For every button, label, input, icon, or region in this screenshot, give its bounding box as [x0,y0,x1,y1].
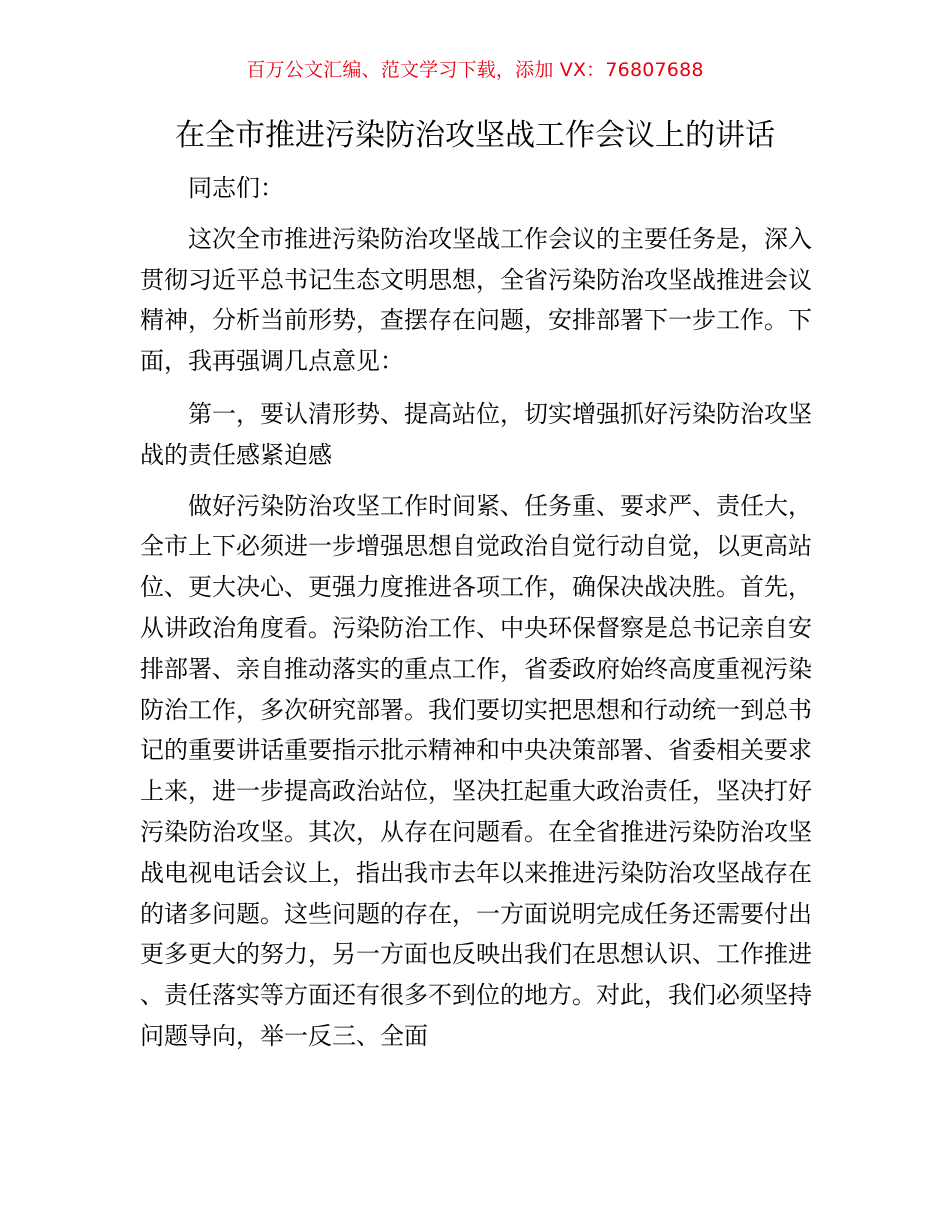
intro-paragraph: 这次全市推进污染防治攻坚战工作会议的主要任务是，深入贯彻习近平总书记生态文明思想，全省污染防治攻坚战推进会议精神，分析当前形势，查摆存在问题，安排部署下一步工作。下面，我再强调几点意见： [140,224,812,376]
greeting: 同志们： [188,174,284,202]
body-paragraph-1: 做好污染防治攻坚工作时间紧、任务重、要求严、责任大，全市上下必须进一步增强思想自觉政治自觉行动自觉，以更高站位、更大决心、更强力度推进各项工作，确保决战决胜。首先，从讲政治角度看。污染防治工作、中央环保督察是总书记亲自安排部署、亲自推动落实的重点工作，省委政府始终高度重视污染防治工作，多次研究部署。我们要切实把思想和行动统一到总书记的重要讲话重要指示批示精神和中央决策部署、省委相关要求上来，进一步提高政治站位，坚决扛起重大政治责任，坚决打好污染防治攻坚。其次，从存在问题看。在全省推进污染防治攻坚战电视电话会议上，指出我市去年以来推进污染防治攻坚战存在的诸多问题。这些问题的存在，一方面说明完成任务还需要付出更多更大的努力，另一方面也反映出我们在思想认识、工作推进、责任落实等方面还有很多不到位的地方。对此，我们必须坚持问题导向，举一反三、全面 [140,491,812,1050]
header-watermark-note: 百万公文汇编、范文学习下载，添加 VX：76807688 [246,59,704,81]
document-body [140,168,812,1057]
document-title: 在全市推进污染防治攻坚战工作会议上的讲话 [175,118,775,153]
section-heading-1: 第一，要认清形势、提高站位，切实增强抓好污染防治攻坚战的责任感紧迫感 [140,399,812,469]
